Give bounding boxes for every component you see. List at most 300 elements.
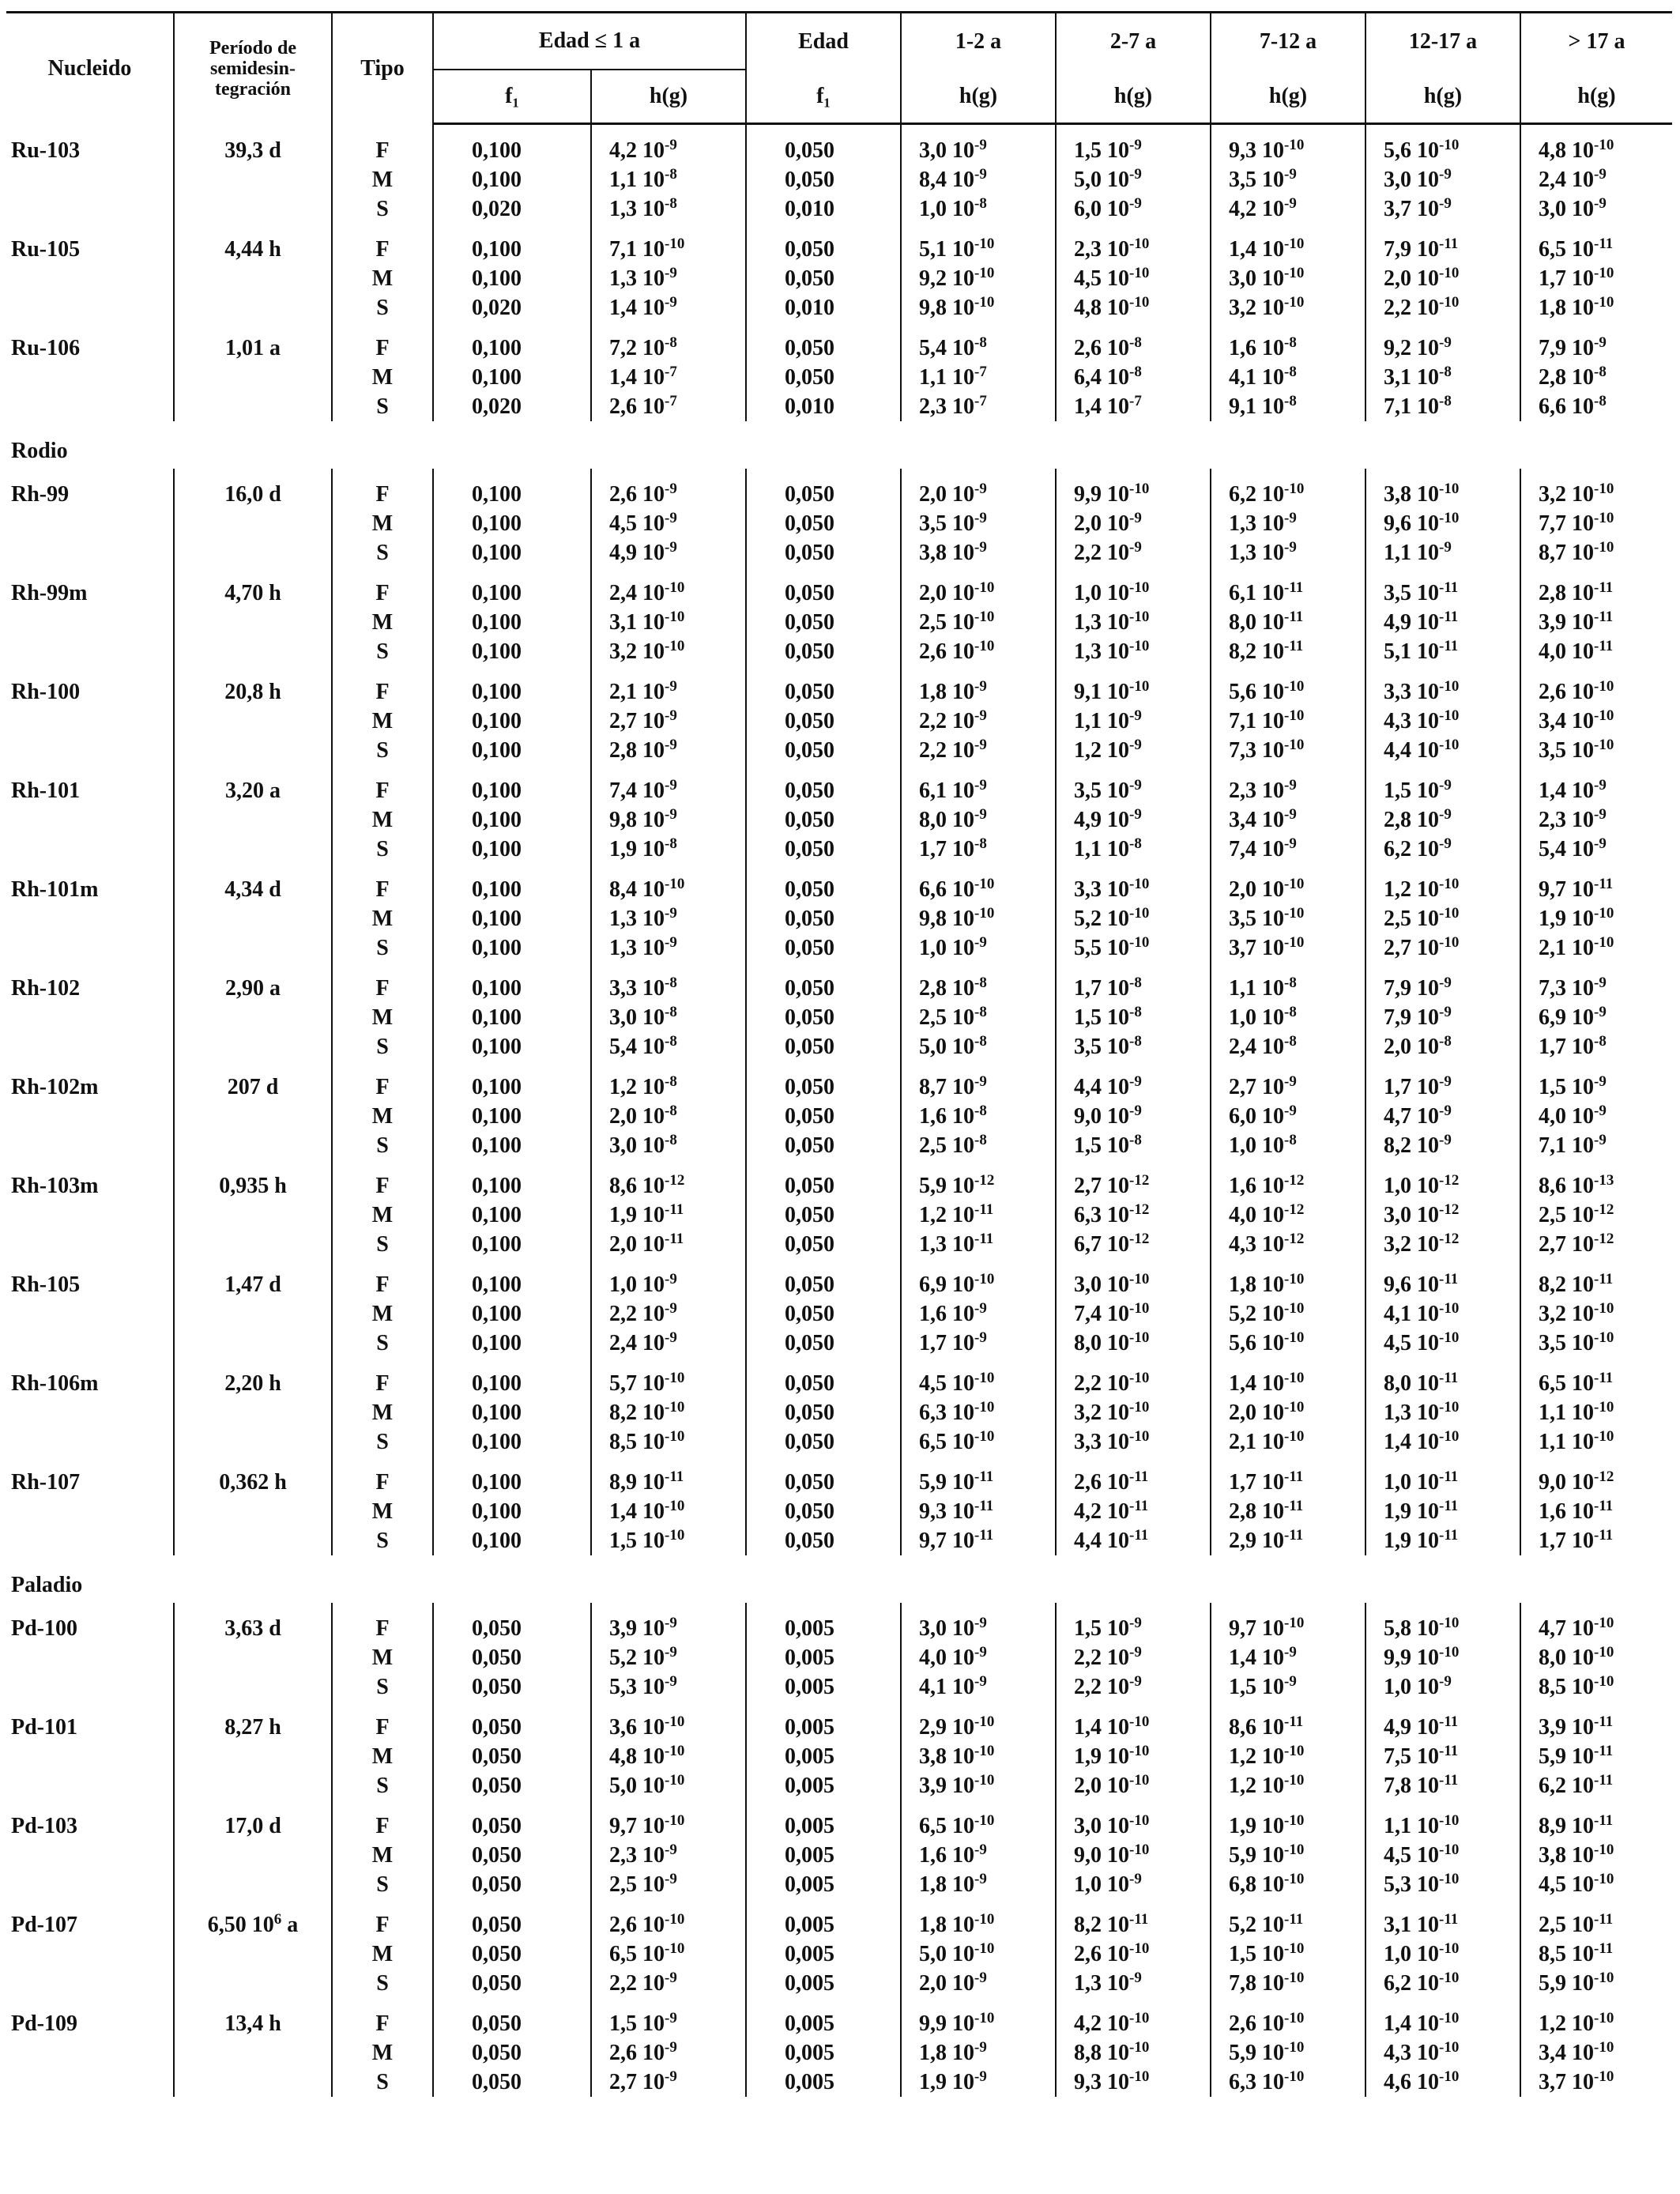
- dose-value: 5,9 $10^{-11}$: [901, 1468, 1056, 1497]
- dose-value: 7,1 $10^{-10}$: [591, 235, 746, 264]
- dose-value: 6,0 $10^{-9}$: [1056, 194, 1211, 224]
- nuclide-name: Ru-106: [11, 336, 81, 360]
- dose-value: 9,1 $10^{-10}$: [1056, 677, 1211, 707]
- dose-value: 3,3 $10^{-10}$: [1056, 875, 1211, 904]
- absorption-type: F: [332, 235, 433, 264]
- table-row: [6, 1468, 1672, 1497]
- f1-value: 0,050: [746, 1102, 901, 1131]
- nuclide-name: Rh-103m: [11, 1174, 99, 1198]
- absorption-type: S: [332, 1526, 433, 1555]
- dose-value: 1,4 $10^{-10}$: [1211, 235, 1365, 264]
- dose-value: 1,8 $10^{-10}$: [901, 1910, 1056, 1940]
- f1-value: 0,050: [746, 136, 901, 165]
- f1-value: 0,050: [746, 707, 901, 736]
- dose-value: 8,0 $10^{-9}$: [901, 805, 1056, 835]
- f1-value: 0,050: [433, 1811, 591, 1841]
- dose-value: 8,7 $10^{-9}$: [901, 1072, 1056, 1102]
- nuclide-name: Rh-99: [11, 482, 70, 507]
- dose-value: 9,0 $10^{-12}$: [1520, 1468, 1672, 1497]
- f1-value: 0,050: [746, 1526, 901, 1555]
- dose-value: 1,9 $10^{-10}$: [1520, 904, 1672, 933]
- absorption-type: S: [332, 1131, 433, 1160]
- row-gap: [6, 765, 1672, 776]
- row-gap: [6, 963, 1672, 974]
- dose-value: 1,2 $10^{-10}$: [1520, 2009, 1672, 2038]
- table-row: [6, 1270, 1672, 1299]
- dose-value: 1,4 $10^{-7}$: [591, 363, 746, 392]
- dose-value: 7,4 $10^{-10}$: [1056, 1299, 1211, 1329]
- dose-value: 5,3 $10^{-9}$: [591, 1672, 746, 1702]
- dose-value: 2,5 $10^{-9}$: [591, 1870, 746, 1899]
- dose-value: 5,6 $10^{-10}$: [1365, 136, 1520, 165]
- dose-value: 3,9 $10^{-11}$: [1520, 1713, 1672, 1742]
- nuclide-name: Pd-100: [11, 1616, 77, 1641]
- dose-value: 3,0 $10^{-9}$: [1520, 194, 1672, 224]
- nuclide-name: Pd-107: [11, 1913, 77, 1937]
- row-gap: [6, 224, 1672, 235]
- row-gap: [6, 322, 1672, 334]
- absorption-type: S: [332, 736, 433, 765]
- dose-value: 7,9 $10^{-11}$: [1365, 235, 1520, 264]
- col-edad-header: Edad: [746, 13, 901, 70]
- f1-value: 0,050: [746, 334, 901, 363]
- dose-value: 7,3 $10^{-10}$: [1211, 736, 1365, 765]
- dose-value: 3,2 $10^{-10}$: [1520, 1299, 1672, 1329]
- dose-value: 4,3 $10^{-12}$: [1211, 1230, 1365, 1259]
- dose-value: 1,3 $10^{-11}$: [901, 1230, 1056, 1259]
- f1-value: 0,100: [433, 1102, 591, 1131]
- absorption-type: F: [332, 1072, 433, 1102]
- dose-value: 1,4 $10^{-9}$: [1520, 776, 1672, 805]
- dose-value: 4,6 $10^{-10}$: [1365, 2068, 1520, 2097]
- nuclide-name: Rh-105: [11, 1272, 81, 1297]
- table-row: [6, 579, 1672, 608]
- dose-value: 2,6 $10^{-10}$: [1520, 677, 1672, 707]
- f1-value: 0,100: [433, 677, 591, 707]
- dose-value: 3,4 $10^{-9}$: [1211, 805, 1365, 835]
- dose-value: 5,2 $10^{-10}$: [1056, 904, 1211, 933]
- dose-value: 1,6 $10^{-12}$: [1211, 1171, 1365, 1201]
- dose-value: 2,7 $10^{-10}$: [1365, 933, 1520, 963]
- dose-value: 2,0 $10^{-9}$: [1056, 509, 1211, 538]
- dose-value: 1,9 $10^{-9}$: [901, 2068, 1056, 2097]
- dose-value: 5,4 $10^{-9}$: [1520, 835, 1672, 864]
- absorption-type: F: [332, 1171, 433, 1201]
- nuclide-name: Rh-100: [11, 680, 81, 704]
- dose-value: 6,2 $10^{-10}$: [1365, 1969, 1520, 1998]
- f1-value: 0,005: [746, 2068, 901, 2097]
- dose-value: 2,3 $10^{-9}$: [1520, 805, 1672, 835]
- dose-value: 2,7 $10^{-12}$: [1056, 1171, 1211, 1201]
- dose-value: 1,0 $10^{-10}$: [1365, 1940, 1520, 1969]
- f1-value: 0,005: [746, 1771, 901, 1800]
- half-life: 3,20 a: [174, 776, 332, 864]
- f1-value: 0,010: [746, 293, 901, 322]
- dose-value: 6,9 $10^{-9}$: [1520, 1003, 1672, 1032]
- absorption-type: S: [332, 933, 433, 963]
- absorption-type: F: [332, 480, 433, 509]
- dose-value: 8,6 $10^{-12}$: [591, 1171, 746, 1201]
- dose-value: 1,1 $10^{-10}$: [1365, 1811, 1520, 1841]
- f1-value: 0,050: [746, 235, 901, 264]
- f1-value: 0,100: [433, 1468, 591, 1497]
- dose-value: 4,8 $10^{-10}$: [1520, 136, 1672, 165]
- dose-value: 9,2 $10^{-10}$: [901, 264, 1056, 293]
- dose-value: 6,2 $10^{-9}$: [1365, 835, 1520, 864]
- dose-value: 4,5 $10^{-9}$: [591, 509, 746, 538]
- dose-value: 8,2 $10^{-11}$: [1056, 1910, 1211, 1940]
- f1-value: 0,050: [746, 1032, 901, 1061]
- absorption-type: M: [332, 165, 433, 194]
- dose-value: 9,3 $10^{-11}$: [901, 1497, 1056, 1526]
- f1-value: 0,100: [433, 538, 591, 567]
- dose-value: 5,0 $10^{-8}$: [901, 1032, 1056, 1061]
- dose-value: 3,0 $10^{-12}$: [1365, 1201, 1520, 1230]
- absorption-type: M: [332, 509, 433, 538]
- half-life: 17,0 d: [174, 1811, 332, 1899]
- dose-value: 1,2 $10^{-10}$: [1365, 875, 1520, 904]
- dose-value: 1,9 $10^{-10}$: [1056, 1742, 1211, 1771]
- f1-value: 0,050: [746, 1003, 901, 1032]
- table-row: [6, 1614, 1672, 1643]
- dose-value: 6,2 $10^{-10}$: [1211, 480, 1365, 509]
- table-row: [6, 1713, 1672, 1742]
- dose-value: 7,5 $10^{-11}$: [1365, 1742, 1520, 1771]
- absorption-type: M: [332, 2038, 433, 2068]
- dose-value: 2,8 $10^{-8}$: [901, 974, 1056, 1003]
- nuclide-name: Rh-106m: [11, 1371, 99, 1396]
- dose-value: 8,0 $10^{-10}$: [1056, 1329, 1211, 1358]
- f1-value: 0,050: [746, 974, 901, 1003]
- f1-value: 0,100: [433, 835, 591, 864]
- dose-value: 6,3 $10^{-10}$: [1211, 2068, 1365, 2097]
- absorption-type: S: [332, 1032, 433, 1061]
- dose-value: 9,0 $10^{-10}$: [1056, 1841, 1211, 1870]
- col-tipo-header: Tipo: [332, 13, 433, 124]
- dose-value: 5,6 $10^{-10}$: [1211, 1329, 1365, 1358]
- dose-value: 3,0 $10^{-10}$: [1056, 1811, 1211, 1841]
- dose-value: 3,9 $10^{-9}$: [591, 1614, 746, 1643]
- f1-value: 0,020: [433, 392, 591, 421]
- dose-value: 7,4 $10^{-9}$: [1211, 835, 1365, 864]
- dose-value: 1,7 $10^{-9}$: [901, 1329, 1056, 1358]
- absorption-type: M: [332, 1201, 433, 1230]
- dose-value: 1,3 $10^{-9}$: [591, 933, 746, 963]
- row-gap: [6, 124, 1672, 137]
- f1-value: 0,050: [746, 1427, 901, 1457]
- dose-value: 1,5 $10^{-10}$: [591, 1526, 746, 1555]
- dose-value: 2,5 $10^{-11}$: [1520, 1910, 1672, 1940]
- f1-value: 0,050: [433, 1614, 591, 1643]
- absorption-type: F: [332, 875, 433, 904]
- dose-value: 5,2 $10^{-11}$: [1211, 1910, 1365, 1940]
- dose-value: 3,2 $10^{-10}$: [1211, 293, 1365, 322]
- f1-value: 0,050: [746, 933, 901, 963]
- nuclide-name: Rh-107: [11, 1470, 81, 1495]
- col-nucleido-header: Nucleido: [6, 13, 174, 124]
- dose-value: 3,5 $10^{-9}$: [901, 509, 1056, 538]
- dose-value: 1,6 $10^{-8}$: [1211, 334, 1365, 363]
- dose-value: 4,1 $10^{-9}$: [901, 1672, 1056, 1702]
- dose-value: 3,5 $10^{-10}$: [1211, 904, 1365, 933]
- absorption-type: M: [332, 1398, 433, 1427]
- dose-value: 6,5 $10^{-10}$: [591, 1940, 746, 1969]
- dose-value: 3,1 $10^{-11}$: [1365, 1910, 1520, 1940]
- dose-value: 4,5 $10^{-10}$: [1520, 1870, 1672, 1899]
- f1-value: 0,100: [433, 363, 591, 392]
- dose-value: 1,2 $10^{-10}$: [1211, 1742, 1365, 1771]
- table-row: [6, 1369, 1672, 1398]
- dose-value: 2,2 $10^{-9}$: [1056, 1672, 1211, 1702]
- f1-value: 0,050: [433, 1969, 591, 1998]
- f1-value: 0,050: [746, 1270, 901, 1299]
- f1-value: 0,005: [746, 1811, 901, 1841]
- dose-value: 4,2 $10^{-11}$: [1056, 1497, 1211, 1526]
- f1-value: 0,050: [433, 1910, 591, 1940]
- dose-value: 6,7 $10^{-12}$: [1056, 1230, 1211, 1259]
- dose-value: 3,8 $10^{-9}$: [901, 538, 1056, 567]
- f1-value: 0,100: [433, 1427, 591, 1457]
- f1-value: 0,050: [746, 1171, 901, 1201]
- absorption-type: M: [332, 805, 433, 835]
- absorption-type: S: [332, 1672, 433, 1702]
- dose-value: 2,2 $10^{-10}$: [1056, 1369, 1211, 1398]
- dose-value: 6,5 $10^{-10}$: [901, 1427, 1056, 1457]
- dose-value: 4,3 $10^{-10}$: [1365, 707, 1520, 736]
- f1-value: 0,010: [746, 392, 901, 421]
- dose-value: 1,1 $10^{-8}$: [1056, 835, 1211, 864]
- f1-value: 0,050: [433, 2068, 591, 2097]
- half-life: 0,362 h: [174, 1468, 332, 1555]
- dose-value: 8,2 $10^{-11}$: [1520, 1270, 1672, 1299]
- col-hg-header: h(g): [901, 70, 1056, 124]
- f1-value: 0,050: [746, 1072, 901, 1102]
- dose-value: 4,7 $10^{-9}$: [1365, 1102, 1520, 1131]
- f1-value: 0,050: [746, 509, 901, 538]
- absorption-type: F: [332, 2009, 433, 2038]
- f1-value: 0,100: [433, 974, 591, 1003]
- dose-value: 6,1 $10^{-9}$: [901, 776, 1056, 805]
- dose-value: 4,2 $10^{-9}$: [1211, 194, 1365, 224]
- dose-value: 3,6 $10^{-10}$: [591, 1713, 746, 1742]
- f1-value: 0,100: [433, 1329, 591, 1358]
- dose-value: 2,9 $10^{-10}$: [901, 1713, 1056, 1742]
- f1-value: 0,050: [433, 1672, 591, 1702]
- absorption-type: S: [332, 194, 433, 224]
- f1-value: 0,050: [433, 1643, 591, 1672]
- dose-value: 3,5 $10^{-9}$: [1056, 776, 1211, 805]
- f1-value: 0,050: [746, 637, 901, 666]
- f1-value: 0,100: [433, 1032, 591, 1061]
- dose-value: 1,8 $10^{-10}$: [1211, 1270, 1365, 1299]
- absorption-type: S: [332, 1329, 433, 1358]
- dose-value: 2,6 $10^{-10}$: [1211, 2009, 1365, 2038]
- dose-value: 1,1 $10^{-9}$: [1056, 707, 1211, 736]
- f1-value: 0,100: [433, 933, 591, 963]
- dose-value: 6,2 $10^{-11}$: [1520, 1771, 1672, 1800]
- half-life: 20,8 h: [174, 677, 332, 765]
- absorption-type: M: [332, 1940, 433, 1969]
- dose-value: 1,8 $10^{-9}$: [901, 677, 1056, 707]
- f1-value: 0,050: [746, 1201, 901, 1230]
- row-gap: [6, 1800, 1672, 1811]
- table-row: [6, 875, 1672, 904]
- f1-value: 0,100: [433, 904, 591, 933]
- element-group-label: Rodio: [11, 439, 68, 463]
- dose-value: 5,1 $10^{-11}$: [1365, 637, 1520, 666]
- f1-value: 0,100: [433, 1003, 591, 1032]
- row-gap: [6, 567, 1672, 579]
- dose-value: 1,3 $10^{-9}$: [1056, 1969, 1211, 1998]
- dose-value: 2,0 $10^{-8}$: [1365, 1032, 1520, 1061]
- f1-value: 0,100: [433, 1201, 591, 1230]
- dose-value: 1,1 $10^{-8}$: [1211, 974, 1365, 1003]
- dose-value: 1,1 $10^{-10}$: [1520, 1427, 1672, 1457]
- absorption-type: S: [332, 637, 433, 666]
- dose-value: 7,7 $10^{-10}$: [1520, 509, 1672, 538]
- half-life: 0,935 h: [174, 1171, 332, 1259]
- dose-value: 3,0 $10^{-10}$: [1211, 264, 1365, 293]
- f1-value: 0,050: [433, 2009, 591, 2038]
- table-row: [6, 1910, 1672, 1940]
- absorption-type: F: [332, 1910, 433, 1940]
- half-life: 8,27 h: [174, 1713, 332, 1800]
- dose-value: 9,2 $10^{-9}$: [1365, 334, 1520, 363]
- dose-value: 3,5 $10^{-8}$: [1056, 1032, 1211, 1061]
- dose-value: 7,1 $10^{-9}$: [1520, 1131, 1672, 1160]
- f1-value: 0,050: [746, 1468, 901, 1497]
- f1-value: 0,050: [746, 538, 901, 567]
- absorption-type: S: [332, 538, 433, 567]
- absorption-type: S: [332, 2068, 433, 2097]
- dose-value: 2,2 $10^{-9}$: [901, 707, 1056, 736]
- table-row: [6, 776, 1672, 805]
- dose-value: 3,2 $10^{-10}$: [1520, 480, 1672, 509]
- dose-value: 1,7 $10^{-10}$: [1520, 264, 1672, 293]
- col-age6-header: > 17 a: [1520, 13, 1672, 70]
- dose-value: 8,6 $10^{-11}$: [1211, 1713, 1365, 1742]
- f1-value: 0,100: [433, 1270, 591, 1299]
- dose-value: 2,1 $10^{-10}$: [1520, 933, 1672, 963]
- f1-value: 0,100: [433, 136, 591, 165]
- absorption-type: S: [332, 1969, 433, 1998]
- dose-value: 5,6 $10^{-10}$: [1211, 677, 1365, 707]
- dose-value: 9,8 $10^{-9}$: [591, 805, 746, 835]
- dose-value: 3,0 $10^{-10}$: [1056, 1270, 1211, 1299]
- nuclide-name: Rh-102m: [11, 1075, 99, 1099]
- dose-value: 2,5 $10^{-12}$: [1520, 1201, 1672, 1230]
- dose-value: 1,6 $10^{-9}$: [901, 1299, 1056, 1329]
- table-row: [6, 2009, 1672, 2038]
- dose-value: 5,9 $10^{-10}$: [1520, 1969, 1672, 1998]
- f1-value: 0,100: [433, 480, 591, 509]
- dose-value: 2,7 $10^{-9}$: [1211, 1072, 1365, 1102]
- dose-value: 2,9 $10^{-11}$: [1211, 1526, 1365, 1555]
- dose-value: 1,1 $10^{-9}$: [1365, 538, 1520, 567]
- dose-value: 3,0 $10^{-9}$: [901, 1614, 1056, 1643]
- f1-value: 0,050: [433, 1841, 591, 1870]
- dose-value: 7,9 $10^{-9}$: [1365, 1003, 1520, 1032]
- dose-value: 1,3 $10^{-10}$: [1056, 608, 1211, 637]
- dose-value: 2,3 $10^{-10}$: [1056, 235, 1211, 264]
- dose-value: 9,1 $10^{-8}$: [1211, 392, 1365, 421]
- absorption-type: S: [332, 1427, 433, 1457]
- dose-value: 7,1 $10^{-10}$: [1211, 707, 1365, 736]
- dose-value: 6,5 $10^{-10}$: [901, 1811, 1056, 1841]
- dose-value: 4,2 $10^{-9}$: [591, 136, 746, 165]
- dose-value: 2,4 $10^{-9}$: [1520, 165, 1672, 194]
- dose-value: 4,1 $10^{-10}$: [1365, 1299, 1520, 1329]
- row-gap: [6, 1899, 1672, 1910]
- absorption-type: F: [332, 334, 433, 363]
- dose-value: 9,9 $10^{-10}$: [901, 2009, 1056, 2038]
- dose-value: 2,4 $10^{-10}$: [591, 579, 746, 608]
- absorption-type: F: [332, 1713, 433, 1742]
- f1-value: 0,050: [433, 1870, 591, 1899]
- dose-value: 1,6 $10^{-9}$: [901, 1841, 1056, 1870]
- dose-value: 5,9 $10^{-10}$: [1211, 1841, 1365, 1870]
- dose-value: 2,6 $10^{-11}$: [1056, 1468, 1211, 1497]
- row-gap: [6, 1061, 1672, 1072]
- dose-value: 2,0 $10^{-10}$: [901, 579, 1056, 608]
- absorption-type: M: [332, 1643, 433, 1672]
- dose-value: 9,9 $10^{-10}$: [1365, 1643, 1520, 1672]
- table-row: [6, 677, 1672, 707]
- col-f2-header: f₁: [746, 70, 901, 124]
- dose-value: 1,1 $10^{-8}$: [591, 165, 746, 194]
- dose-value: 1,9 $10^{-10}$: [1211, 1811, 1365, 1841]
- dose-value: 5,9 $10^{-10}$: [1211, 2038, 1365, 2068]
- dose-value: 1,4 $10^{-10}$: [591, 1497, 746, 1526]
- dose-value: 6,3 $10^{-10}$: [901, 1398, 1056, 1427]
- f1-value: 0,100: [433, 1171, 591, 1201]
- dose-value: 6,6 $10^{-8}$: [1520, 392, 1672, 421]
- dose-value: 1,7 $10^{-8}$: [1520, 1032, 1672, 1061]
- f1-value: 0,050: [746, 480, 901, 509]
- dose-value: 2,6 $10^{-10}$: [1056, 1940, 1211, 1969]
- dose-value: 2,1 $10^{-10}$: [1211, 1427, 1365, 1457]
- f1-value: 0,100: [433, 1131, 591, 1160]
- dose-value: 8,2 $10^{-10}$: [591, 1398, 746, 1427]
- f1-value: 0,050: [746, 1329, 901, 1358]
- dose-value: 7,8 $10^{-10}$: [1211, 1969, 1365, 1998]
- f1-value: 0,100: [433, 608, 591, 637]
- absorption-type: S: [332, 1771, 433, 1800]
- absorption-type: M: [332, 1102, 433, 1131]
- dose-value: 1,0 $10^{-11}$: [1365, 1468, 1520, 1497]
- dose-value: 2,3 $10^{-7}$: [901, 392, 1056, 421]
- absorption-type: M: [332, 707, 433, 736]
- half-life: 2,90 a: [174, 974, 332, 1061]
- absorption-type: S: [332, 293, 433, 322]
- nuclide-name: Pd-101: [11, 1715, 77, 1740]
- dose-value: 3,9 $10^{-10}$: [901, 1771, 1056, 1800]
- f1-value: 0,050: [433, 1771, 591, 1800]
- dose-value: 5,0 $10^{-10}$: [901, 1940, 1056, 1969]
- dose-value: 1,5 $10^{-9}$: [1365, 776, 1520, 805]
- f1-value: 0,010: [746, 194, 901, 224]
- nuclide-name: Rh-99m: [11, 581, 88, 605]
- dose-value: 8,0 $10^{-11}$: [1211, 608, 1365, 637]
- dose-value: 9,0 $10^{-9}$: [1056, 1102, 1211, 1131]
- dose-value: 1,4 $10^{-9}$: [1211, 1643, 1365, 1672]
- dose-value: 3,0 $10^{-9}$: [901, 136, 1056, 165]
- f1-value: 0,050: [746, 165, 901, 194]
- absorption-type: F: [332, 1270, 433, 1299]
- dose-value: 2,8 $10^{-11}$: [1520, 579, 1672, 608]
- dose-value: 3,8 $10^{-10}$: [901, 1742, 1056, 1771]
- f1-value: 0,005: [746, 1841, 901, 1870]
